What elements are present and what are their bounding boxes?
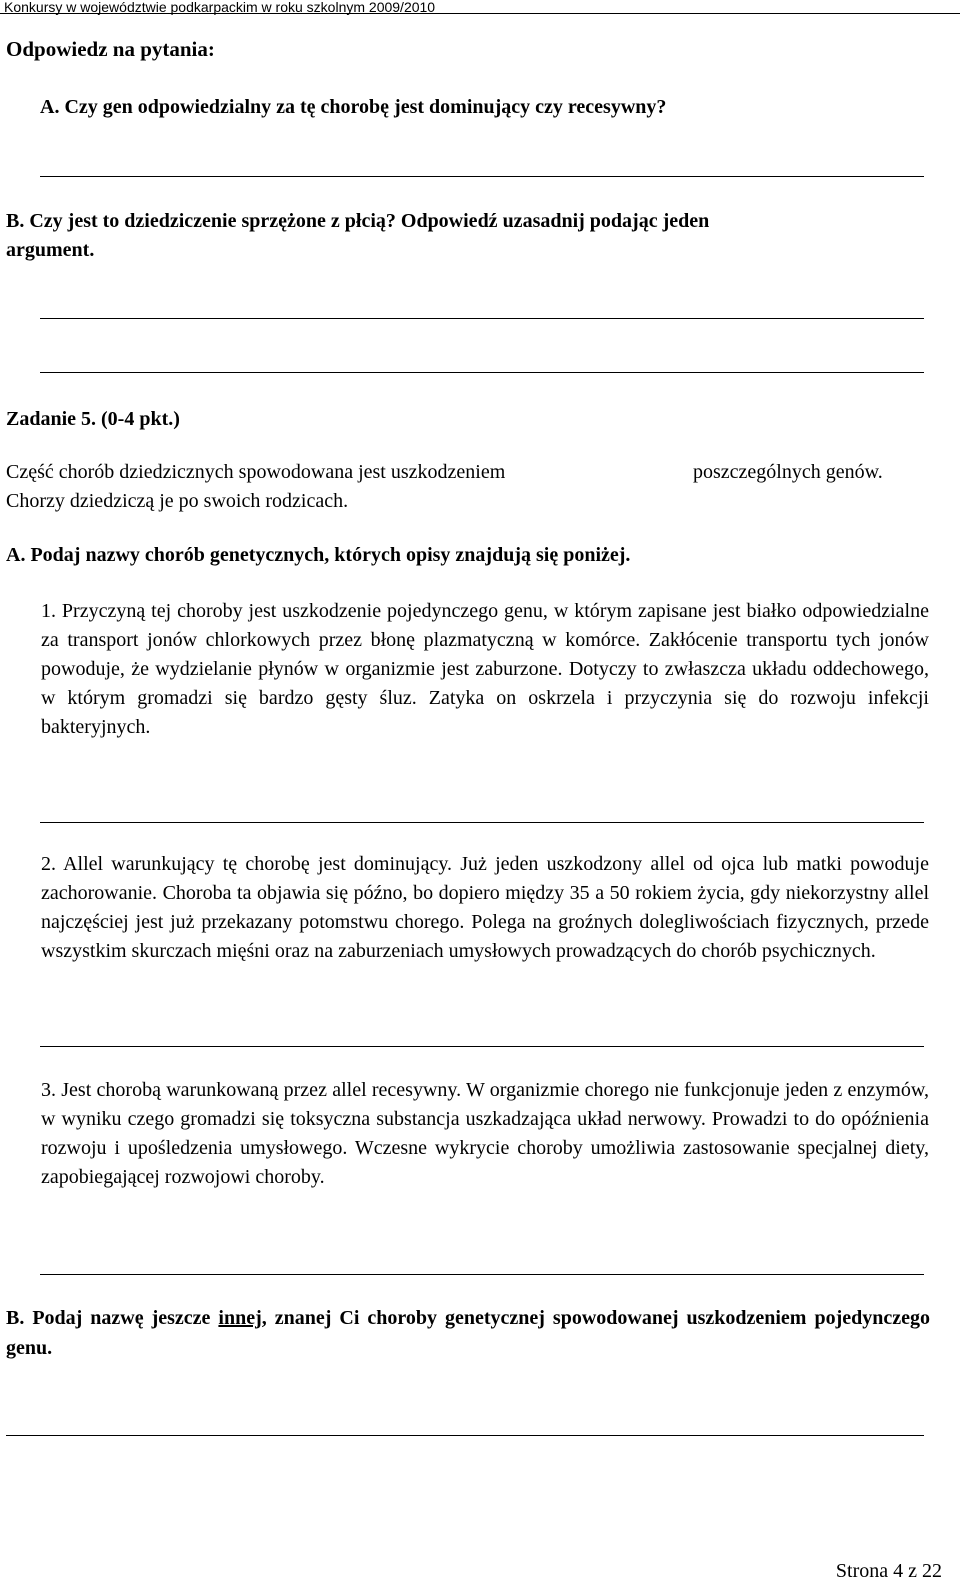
question-a: A. Czy gen odpowiedzialny za tę chorobę jest dominujący czy recesywny? (40, 96, 667, 118)
part-b-underlined-word: innej (218, 1307, 262, 1329)
section-title: Odpowiedz na pytania: (6, 37, 215, 61)
answer-line (40, 1274, 924, 1275)
part-a-instruction: A. Podaj nazwy chorób genetycznych, których opisy znajdują się poniżej. (6, 544, 631, 566)
task-intro-line1a: Część chorób dziedzicznych spowodowana jest uszkodzeniem (6, 461, 506, 483)
part-b-text-before: B. Podaj nazwę jeszcze (6, 1307, 219, 1329)
part-b-instruction (6, 1303, 930, 1363)
task-intro-line1b: poszczególnych genów. (693, 461, 883, 483)
disease-description-1: 1. Przyczyną tej choroby jest uszkodzenie pojedynczego genu, w którym zapisane jest białko odpowiedzialne za transport jonów chlorkowych przez błonę plazmatyczną w komórce. Zakłócenie transportu tych jonów powoduje, że wydzielanie płynów w organizmie jest zaburzone. Dotyczy to zwłaszcza układu oddechowego, w którym gromadzi się bardzo gęsty śluz. Zatyka on oskrzela i przyczynia się do rozwoju infekcji bakteryjnych. (41, 600, 929, 738)
answer-line (40, 372, 924, 373)
answer-line (40, 318, 924, 319)
page-number: Strona 4 z 22 (835, 1560, 942, 1582)
answer-line (40, 822, 924, 823)
question-b-line1: B. Czy jest to dziedziczenie sprzężone z płcią? Odpowiedź uzasadnij podając jeden (6, 210, 710, 232)
disease-description-2: 2. Allel warunkujący tę chorobę jest dominujący. Już jeden uszkodzony allel od ojca lub matki powoduje zachorowanie. Choroba ta objawia się późno, bo dopiero między 35 a 50 rokiem życia, gdy niekorzystny allel najczęściej jest już przekazany potomstwu chorego. Polega na groźnych dolegliwościach fizycznych, przede wszystkim skurczach mięśni oraz na zaburzeniach umysłowych prowadzących do chorób psychicznych. (41, 853, 929, 962)
running-header: Konkursy w województwie podkarpackim w roku szkolnym 2009/2010 (0, 0, 960, 14)
disease-description-3: 3. Jest chorobą warunkowaną przez allel recesywny. W organizmie chorego nie funkcjonuje jeden z enzymów, w wyniku czego gromadzi się toksyczna substancja uszkadzająca układ nerwowy. Prowadzi to do opóźnienia rozwoju i upośledzenia umysłowego. Wczesne wykrycie choroby umożliwia zastosowanie specjalnej diety, zapobiegającej rozwojowi choroby. (41, 1079, 929, 1188)
answer-line (40, 1046, 924, 1047)
task-intro-line2: Chorzy dziedziczą je po swoich rodzicach. (6, 490, 349, 512)
task-title: Zadanie 5. (0-4 pkt.) (6, 408, 180, 430)
question-b-line2: argument. (6, 239, 95, 261)
answer-line (6, 1435, 924, 1436)
part-b-text-after: , znanej Ci choroby genetycznej spowodowanej uszkodzeniem pojedynczego genu. (6, 1307, 930, 1359)
answer-line (40, 176, 924, 177)
